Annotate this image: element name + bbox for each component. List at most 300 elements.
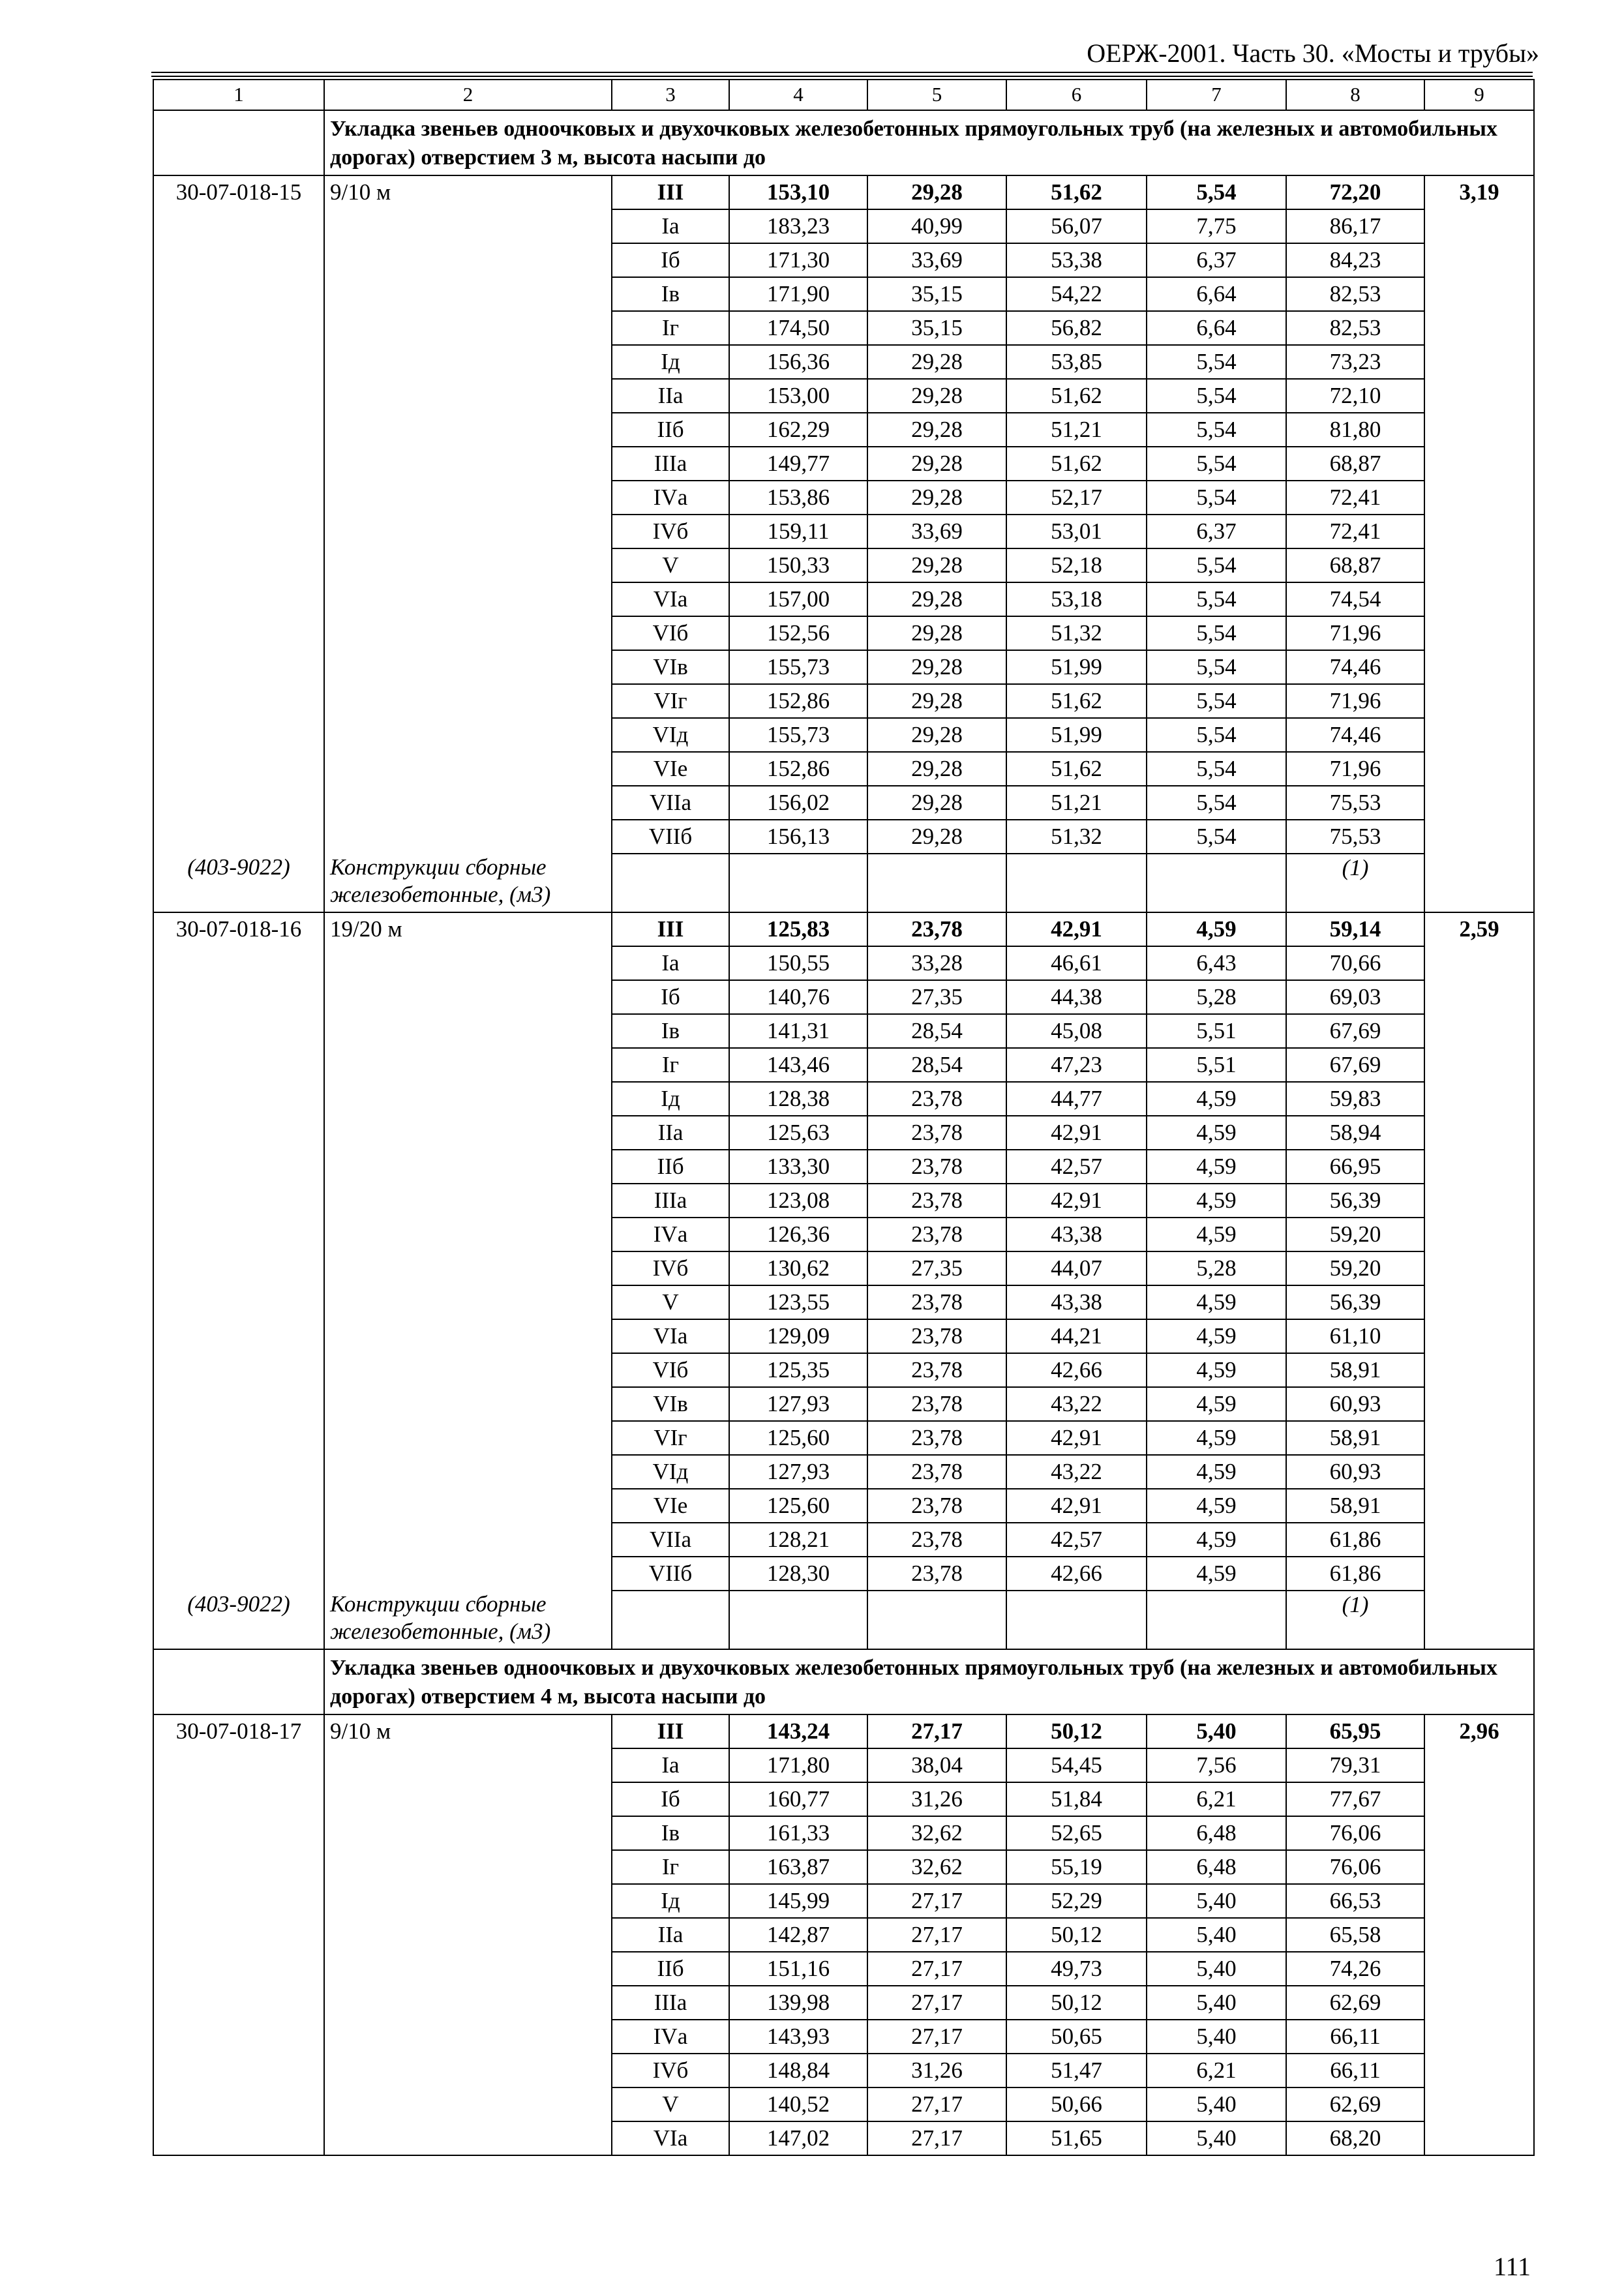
spacer [324, 413, 612, 447]
value-cell: 65,95 [1286, 1714, 1424, 1748]
spacer [324, 2121, 612, 2155]
value-cell: 67,69 [1286, 1048, 1424, 1082]
spacer [153, 1850, 324, 1884]
region-code: VIг [612, 684, 729, 718]
value-cell: 156,36 [729, 345, 867, 379]
table-row [153, 912, 1534, 946]
value-cell: 29,28 [867, 718, 1006, 752]
value-cell: 6,21 [1147, 2054, 1286, 2087]
region-code: V [612, 548, 729, 582]
spacer [324, 1884, 612, 1918]
spacer [153, 1116, 324, 1150]
empty-cell [867, 854, 1006, 912]
value-cell: 123,55 [729, 1285, 867, 1319]
value-cell: 71,96 [1286, 752, 1424, 786]
value-cell: 75,53 [1286, 786, 1424, 820]
value-cell: 156,02 [729, 786, 867, 820]
spacer [1424, 345, 1534, 379]
region-code: Iб [612, 980, 729, 1014]
value-cell: 68,20 [1286, 2121, 1424, 2155]
value-cell: 29,28 [867, 548, 1006, 582]
value-cell: 7,75 [1147, 209, 1286, 243]
value-cell: 56,39 [1286, 1184, 1424, 1218]
table-row [153, 980, 1534, 1014]
table-row [153, 684, 1534, 718]
spacer [1424, 2054, 1534, 2087]
value-cell: 68,87 [1286, 447, 1424, 481]
value-cell: 33,69 [867, 243, 1006, 277]
rate-code: 30-07-018-17 [153, 1714, 324, 1748]
value-cell: 23,78 [867, 1353, 1006, 1387]
value-cell: 147,02 [729, 2121, 867, 2155]
value-cell: 125,60 [729, 1421, 867, 1455]
spacer [153, 1150, 324, 1184]
spacer [324, 1523, 612, 1557]
spacer [153, 1782, 324, 1816]
region-code: IVа [612, 1218, 729, 1251]
value-cell: 4,59 [1147, 1455, 1286, 1489]
spacer [324, 616, 612, 650]
value-cell: 28,54 [867, 1014, 1006, 1048]
region-code: Iг [612, 311, 729, 345]
table-row [153, 1986, 1534, 2020]
column-number: 1 [153, 80, 324, 110]
spacer [324, 980, 612, 1014]
spacer [1424, 1319, 1534, 1353]
value-cell: 125,83 [729, 912, 867, 946]
region-code: VIе [612, 752, 729, 786]
value-cell: 35,15 [867, 277, 1006, 311]
column-number: 9 [1424, 80, 1534, 110]
region-code: VIг [612, 1421, 729, 1455]
spacer [1424, 1918, 1534, 1952]
value-cell: 155,73 [729, 718, 867, 752]
region-code: VIIа [612, 786, 729, 820]
spacer [1424, 650, 1534, 684]
spacer [153, 616, 324, 650]
value-cell: 76,06 [1286, 1850, 1424, 1884]
value-cell: 27,35 [867, 1251, 1006, 1285]
value-cell: 157,00 [729, 582, 867, 616]
value-cell: 23,78 [867, 1489, 1006, 1523]
spacer [1424, 1557, 1534, 1591]
value-cell: 51,65 [1006, 2121, 1147, 2155]
spacer [1424, 1748, 1534, 1782]
value-cell: 33,69 [867, 515, 1006, 548]
value-cell: 38,04 [867, 1748, 1006, 1782]
value-cell: 23,78 [867, 1116, 1006, 1150]
value-cell: 161,33 [729, 1816, 867, 1850]
value-cell: 149,77 [729, 447, 867, 481]
column-number: 6 [1006, 80, 1147, 110]
value-cell: 60,93 [1286, 1387, 1424, 1421]
value-cell: 50,12 [1006, 1918, 1147, 1952]
region-code: V [612, 2087, 729, 2121]
value-cell: 6,48 [1147, 1850, 1286, 1884]
spacer [1424, 1591, 1534, 1649]
spacer [1424, 980, 1534, 1014]
spacer [1424, 481, 1534, 515]
region-code: VIIб [612, 1557, 729, 1591]
value-cell: 29,28 [867, 447, 1006, 481]
spacer [153, 1285, 324, 1319]
value-cell: 29,28 [867, 752, 1006, 786]
region-code: VIIб [612, 820, 729, 854]
spacer [1424, 820, 1534, 854]
value-cell: 162,29 [729, 413, 867, 447]
spacer [1424, 1952, 1534, 1986]
value-cell: 72,41 [1286, 515, 1424, 548]
spacer [324, 650, 612, 684]
rate-name: 9/10 м [324, 1714, 612, 1748]
value-cell: 23,78 [867, 912, 1006, 946]
value-cell: 4,59 [1147, 1116, 1286, 1150]
region-code: III [612, 1714, 729, 1748]
table-row [153, 1048, 1534, 1082]
value-cell: 125,60 [729, 1489, 867, 1523]
value-cell: 5,54 [1147, 175, 1286, 209]
spacer [1424, 786, 1534, 820]
section-header-row [153, 1649, 1534, 1714]
value-cell: 151,16 [729, 1952, 867, 1986]
value-cell: 4,59 [1147, 1523, 1286, 1557]
value-cell: 6,64 [1147, 277, 1286, 311]
table-row [153, 1714, 1534, 1748]
value-cell: 5,40 [1147, 1884, 1286, 1918]
table-row [153, 1557, 1534, 1591]
spacer [324, 1918, 612, 1952]
section-spacer [153, 1649, 324, 1714]
value-cell: 40,99 [867, 209, 1006, 243]
note-row [153, 854, 1534, 912]
value-cell: 29,28 [867, 481, 1006, 515]
region-code: Iд [612, 1884, 729, 1918]
section-title: Укладка звеньев одноочковых и двухочковых железобетонных прямоугольных труб (на железных и автомобильных дорогах) отверстием 4 м, высота насыпи до [324, 1649, 1534, 1714]
rate-code: 30-07-018-15 [153, 175, 324, 209]
spacer [153, 1523, 324, 1557]
value-cell: 42,91 [1006, 1116, 1147, 1150]
rate-name: 19/20 м [324, 912, 612, 946]
spacer [153, 1319, 324, 1353]
value-cell: 52,17 [1006, 481, 1147, 515]
spacer [324, 2020, 612, 2054]
spacer [324, 1048, 612, 1082]
value-cell: 128,30 [729, 1557, 867, 1591]
spacer [1424, 854, 1534, 912]
value-cell: 50,12 [1006, 1986, 1147, 2020]
value-cell: 5,28 [1147, 1251, 1286, 1285]
value-cell: 59,20 [1286, 1218, 1424, 1251]
spacer [1424, 1048, 1534, 1082]
empty-cell [1006, 1591, 1147, 1649]
table-row [153, 1387, 1534, 1421]
value-cell: 183,23 [729, 209, 867, 243]
page-number: 111 [1494, 2252, 1531, 2281]
table-row [153, 209, 1534, 243]
spacer [1424, 1850, 1534, 1884]
table-row [153, 1523, 1534, 1557]
table-row [153, 1748, 1534, 1782]
value-cell: 5,51 [1147, 1048, 1286, 1082]
table-row [153, 311, 1534, 345]
value-cell: 51,99 [1006, 718, 1147, 752]
value-cell: 56,39 [1286, 1285, 1424, 1319]
spacer [1424, 379, 1534, 413]
spacer [1424, 2121, 1534, 2155]
table-row [153, 379, 1534, 413]
spacer [324, 1557, 612, 1591]
value-cell: 79,31 [1286, 1748, 1424, 1782]
table-row [153, 1251, 1534, 1285]
value-cell: 28,54 [867, 1048, 1006, 1082]
table-row [153, 1014, 1534, 1048]
value-cell: 171,30 [729, 243, 867, 277]
value-cell: 62,69 [1286, 2087, 1424, 2121]
column-number: 8 [1286, 80, 1424, 110]
spacer [324, 515, 612, 548]
table-row [153, 2054, 1534, 2087]
table-row [153, 752, 1534, 786]
region-code: VIIа [612, 1523, 729, 1557]
value-cell: 33,28 [867, 946, 1006, 980]
spacer [1424, 2087, 1534, 2121]
value-cell: 66,11 [1286, 2054, 1424, 2087]
value-cell: 27,17 [867, 1714, 1006, 1748]
value-cell: 51,62 [1006, 447, 1147, 481]
spacer [153, 1557, 324, 1591]
region-code: IVб [612, 1251, 729, 1285]
spacer [324, 2087, 612, 2121]
value-cell: 125,63 [729, 1116, 867, 1150]
region-code: IIIа [612, 1986, 729, 2020]
value-cell: 58,91 [1286, 1489, 1424, 1523]
value-cell: 29,28 [867, 582, 1006, 616]
spacer [324, 752, 612, 786]
spacer [153, 548, 324, 582]
value-cell: 66,11 [1286, 2020, 1424, 2054]
value-cell: 61,10 [1286, 1319, 1424, 1353]
rate-name: 9/10 м [324, 175, 612, 209]
value-cell: 148,84 [729, 2054, 867, 2087]
spacer [153, 1455, 324, 1489]
spacer [153, 277, 324, 311]
region-code: VIа [612, 2121, 729, 2155]
value-cell: 174,50 [729, 311, 867, 345]
value-cell: 71,96 [1286, 684, 1424, 718]
col9-value: 2,59 [1424, 912, 1534, 946]
value-cell: 27,35 [867, 980, 1006, 1014]
column-number: 3 [612, 80, 729, 110]
spacer [324, 1952, 612, 1986]
column-number: 5 [867, 80, 1006, 110]
value-cell: 5,40 [1147, 1918, 1286, 1952]
value-cell: 42,57 [1006, 1523, 1147, 1557]
spacer [153, 2087, 324, 2121]
table-row [153, 175, 1534, 209]
value-cell: 126,36 [729, 1218, 867, 1251]
spacer [324, 1782, 612, 1816]
spacer [1424, 413, 1534, 447]
value-cell: 52,65 [1006, 1816, 1147, 1850]
value-cell: 4,59 [1147, 1387, 1286, 1421]
region-code: Iа [612, 209, 729, 243]
spacer [324, 379, 612, 413]
spacer [153, 1082, 324, 1116]
value-cell: 61,86 [1286, 1557, 1424, 1591]
spacer [153, 447, 324, 481]
region-code: Iв [612, 277, 729, 311]
spacer [324, 786, 612, 820]
value-cell: 150,55 [729, 946, 867, 980]
spacer [1424, 2020, 1534, 2054]
spacer [1424, 616, 1534, 650]
value-cell: 29,28 [867, 413, 1006, 447]
value-cell: 51,21 [1006, 413, 1147, 447]
value-cell: 62,69 [1286, 1986, 1424, 2020]
region-code: IVб [612, 515, 729, 548]
value-cell: 43,38 [1006, 1285, 1147, 1319]
table-row [153, 1918, 1534, 1952]
spacer [153, 2121, 324, 2155]
value-cell: 125,35 [729, 1353, 867, 1387]
value-cell: 51,32 [1006, 820, 1147, 854]
value-cell: 72,20 [1286, 175, 1424, 209]
value-cell: 4,59 [1147, 912, 1286, 946]
table-row [153, 616, 1534, 650]
spacer [1424, 515, 1534, 548]
spacer [324, 718, 612, 752]
empty-cell [1147, 1591, 1286, 1649]
spacer [153, 2054, 324, 2087]
column-number: 4 [729, 80, 867, 110]
value-cell: 4,59 [1147, 1150, 1286, 1184]
spacer [1424, 1116, 1534, 1150]
spacer [324, 1455, 612, 1489]
value-cell: 49,73 [1006, 1952, 1147, 1986]
region-code: IIIа [612, 1184, 729, 1218]
section-header-row [153, 110, 1534, 175]
region-code: VIб [612, 1353, 729, 1387]
value-cell: 51,62 [1006, 752, 1147, 786]
table-row [153, 1218, 1534, 1251]
value-cell: 127,93 [729, 1455, 867, 1489]
note-ref: (403-9022) [153, 854, 324, 912]
table-row [153, 1319, 1534, 1353]
value-cell: 23,78 [867, 1523, 1006, 1557]
spacer [153, 1918, 324, 1952]
spacer [324, 243, 612, 277]
value-cell: 5,54 [1147, 684, 1286, 718]
value-cell: 53,38 [1006, 243, 1147, 277]
spacer [1424, 1184, 1534, 1218]
table-row [153, 650, 1534, 684]
value-cell: 42,66 [1006, 1557, 1147, 1591]
note-ref: (403-9022) [153, 1591, 324, 1649]
spacer [1424, 1218, 1534, 1251]
value-cell: 77,67 [1286, 1782, 1424, 1816]
value-cell: 66,53 [1286, 1884, 1424, 1918]
value-cell: 29,28 [867, 650, 1006, 684]
table-row [153, 1116, 1534, 1150]
value-cell: 44,07 [1006, 1251, 1147, 1285]
value-cell: 27,17 [867, 1918, 1006, 1952]
spacer [1424, 752, 1534, 786]
spacer [153, 820, 324, 854]
spacer [324, 1353, 612, 1387]
value-cell: 5,54 [1147, 616, 1286, 650]
value-cell: 23,78 [867, 1184, 1006, 1218]
value-cell: 50,66 [1006, 2087, 1147, 2121]
value-cell: 51,32 [1006, 616, 1147, 650]
value-cell: 140,76 [729, 980, 867, 1014]
value-cell: 82,53 [1286, 277, 1424, 311]
column-number: 7 [1147, 80, 1286, 110]
value-cell: 74,46 [1286, 718, 1424, 752]
value-cell: 68,87 [1286, 548, 1424, 582]
spacer [153, 311, 324, 345]
value-cell: 5,54 [1147, 481, 1286, 515]
spacer [153, 1884, 324, 1918]
value-cell: 23,78 [867, 1387, 1006, 1421]
value-cell: 5,54 [1147, 786, 1286, 820]
region-code: Iв [612, 1816, 729, 1850]
spacer [153, 1952, 324, 1986]
spacer [1424, 1489, 1534, 1523]
value-cell: 4,59 [1147, 1218, 1286, 1251]
spacer [153, 1353, 324, 1387]
spacer [153, 243, 324, 277]
spacer [324, 1387, 612, 1421]
value-cell: 47,23 [1006, 1048, 1147, 1082]
value-cell: 29,28 [867, 786, 1006, 820]
value-cell: 56,82 [1006, 311, 1147, 345]
value-cell: 23,78 [867, 1285, 1006, 1319]
spacer [1424, 1523, 1534, 1557]
value-cell: 42,66 [1006, 1353, 1147, 1387]
value-cell: 23,78 [867, 1150, 1006, 1184]
value-cell: 59,14 [1286, 912, 1424, 946]
value-cell: 52,29 [1006, 1884, 1147, 1918]
value-cell: 31,26 [867, 2054, 1006, 2087]
spacer [1424, 209, 1534, 243]
value-cell: 155,73 [729, 650, 867, 684]
spacer [324, 1986, 612, 2020]
value-cell: 128,21 [729, 1523, 867, 1557]
spacer [153, 1251, 324, 1285]
spacer [324, 1082, 612, 1116]
empty-cell [729, 854, 867, 912]
value-cell: 51,84 [1006, 1782, 1147, 1816]
region-code: IIа [612, 1116, 729, 1150]
spacer [153, 980, 324, 1014]
table-row [153, 946, 1534, 980]
table-row [153, 447, 1534, 481]
value-cell: 6,21 [1147, 1782, 1286, 1816]
value-cell: 4,59 [1147, 1557, 1286, 1591]
spacer [153, 209, 324, 243]
value-cell: 6,37 [1147, 243, 1286, 277]
spacer [1424, 1285, 1534, 1319]
value-cell: 51,62 [1006, 175, 1147, 209]
spacer [1424, 1353, 1534, 1387]
spacer [1424, 1387, 1534, 1421]
table-row [153, 1353, 1534, 1387]
region-code: IIб [612, 1952, 729, 1986]
value-cell: 31,26 [867, 1782, 1006, 1816]
spacer [1424, 1816, 1534, 1850]
spacer [1424, 447, 1534, 481]
value-cell: 142,87 [729, 1918, 867, 1952]
